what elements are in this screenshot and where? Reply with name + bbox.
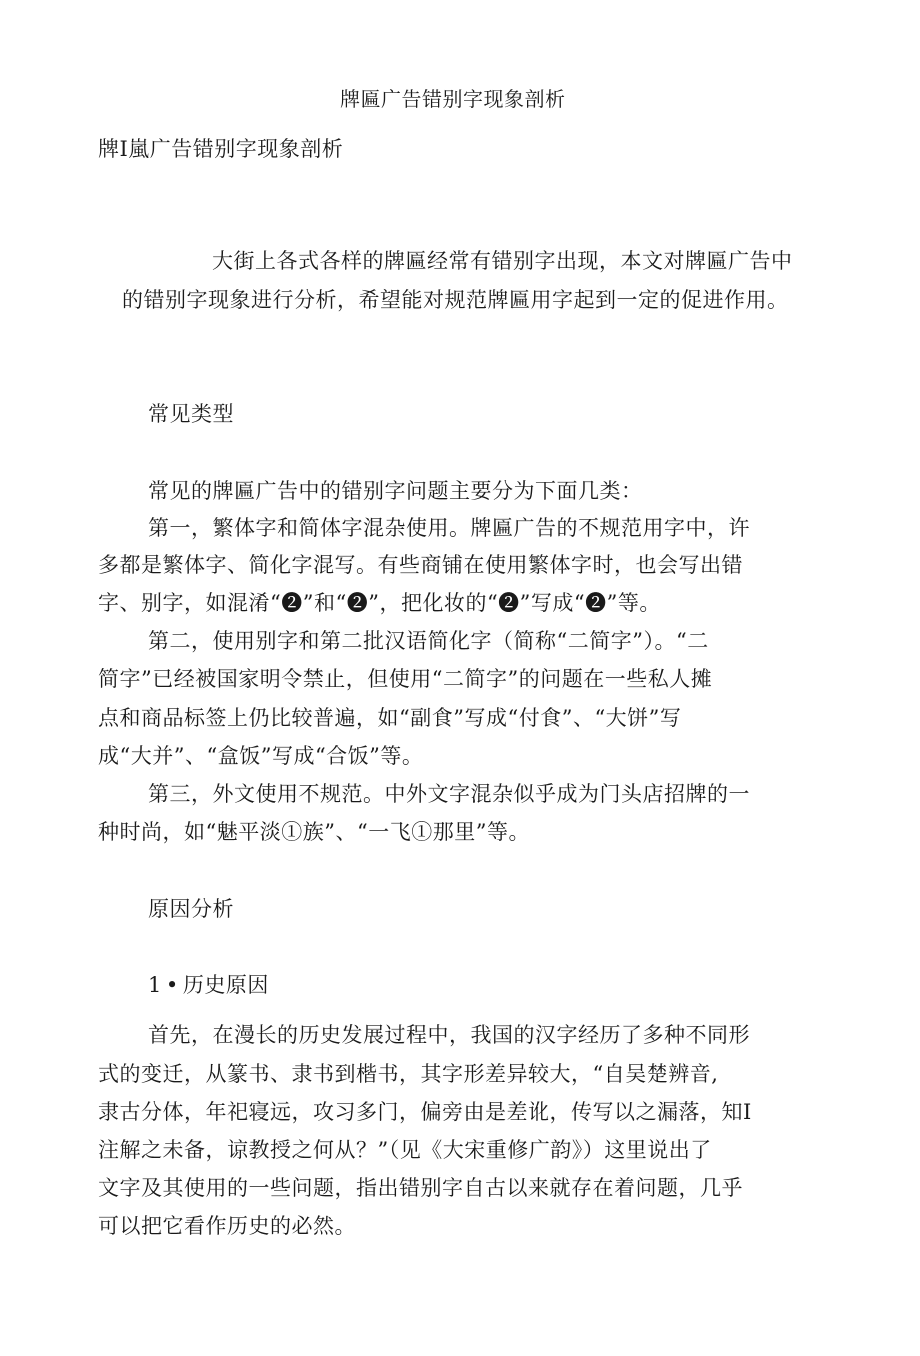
document-title: 牌匾广告错别字现象剖析 xyxy=(340,87,566,111)
document-subtitle: 牌I嵐广告错别字现象剖析 xyxy=(98,137,344,161)
bullet-dot-icon: • xyxy=(165,973,179,997)
abstract-line: 的错别字现象进行分析，希望能对规范牌匾用字起到一定的促进作用。 xyxy=(122,288,789,312)
subheading-text: 历史原因 xyxy=(182,973,269,997)
paragraph-line: 常见的牌匾广告中的错别字问题主要分为下面几类： xyxy=(148,479,643,503)
paragraph-line: 简字”已经被国家明令禁止，但使用“二简字”的问题在一些私人摊 xyxy=(98,667,713,691)
paragraph-line: 多都是繁体字、简化字混写。有些商铺在使用繁体字时，也会写出错 xyxy=(98,553,743,577)
paragraph-line: 种时尚，如“魅平淡①族”、“一飞①那里”等。 xyxy=(98,820,530,844)
subheading-number: 1 xyxy=(148,973,162,997)
paragraph-line: 注解之未备，谅教授之何从？”（见《大宋重修广韵》）这里说出了 xyxy=(98,1138,712,1162)
abstract-line: 大街上各式各样的牌匾经常有错别字出现，本文对牌匾广告中 xyxy=(212,249,793,273)
paragraph-line: 文字及其使用的一些问题，指出错别字自古以来就存在着问题，几乎 xyxy=(98,1176,743,1200)
section-heading-causes: 原因分析 xyxy=(148,897,234,921)
paragraph-line: 隶古分体，年祀寝远，攻习多门，偏旁由是差讹，传写以之漏落，知I xyxy=(98,1100,752,1124)
section-heading-types: 常见类型 xyxy=(148,402,234,426)
paragraph-line: 第二，使用别字和第二批汉语简化字（简称“二简字”）。“二 xyxy=(148,629,709,653)
paragraph-line: 可以把它看作历史的必然。 xyxy=(98,1214,356,1238)
paragraph-line: 第三，外文使用不规范。中外文字混杂似乎成为门头店招牌的一 xyxy=(148,782,750,806)
paragraph-line: 点和商品标签上仍比较普遍，如“副食”写成“付食”、“大饼”写 xyxy=(98,706,682,730)
paragraph-line: 字、别字，如混淆“❷”和“❷”，把化妆的“❷”写成“❷”等。 xyxy=(98,591,661,615)
paragraph-line: 成“大并”、“盒饭”写成“合饭”等。 xyxy=(98,744,424,768)
paragraph-line: 第一，繁体字和简体字混杂使用。牌匾广告的不规范用字中，许 xyxy=(148,516,750,540)
subheading-history xyxy=(148,972,269,998)
paragraph-line: 首先，在漫长的历史发展过程中，我国的汉字经历了多种不同形 xyxy=(148,1023,750,1047)
paragraph-line: 式的变迁，从篆书、隶书到楷书，其字形差异较大，“自吴楚辨音, xyxy=(98,1062,719,1086)
